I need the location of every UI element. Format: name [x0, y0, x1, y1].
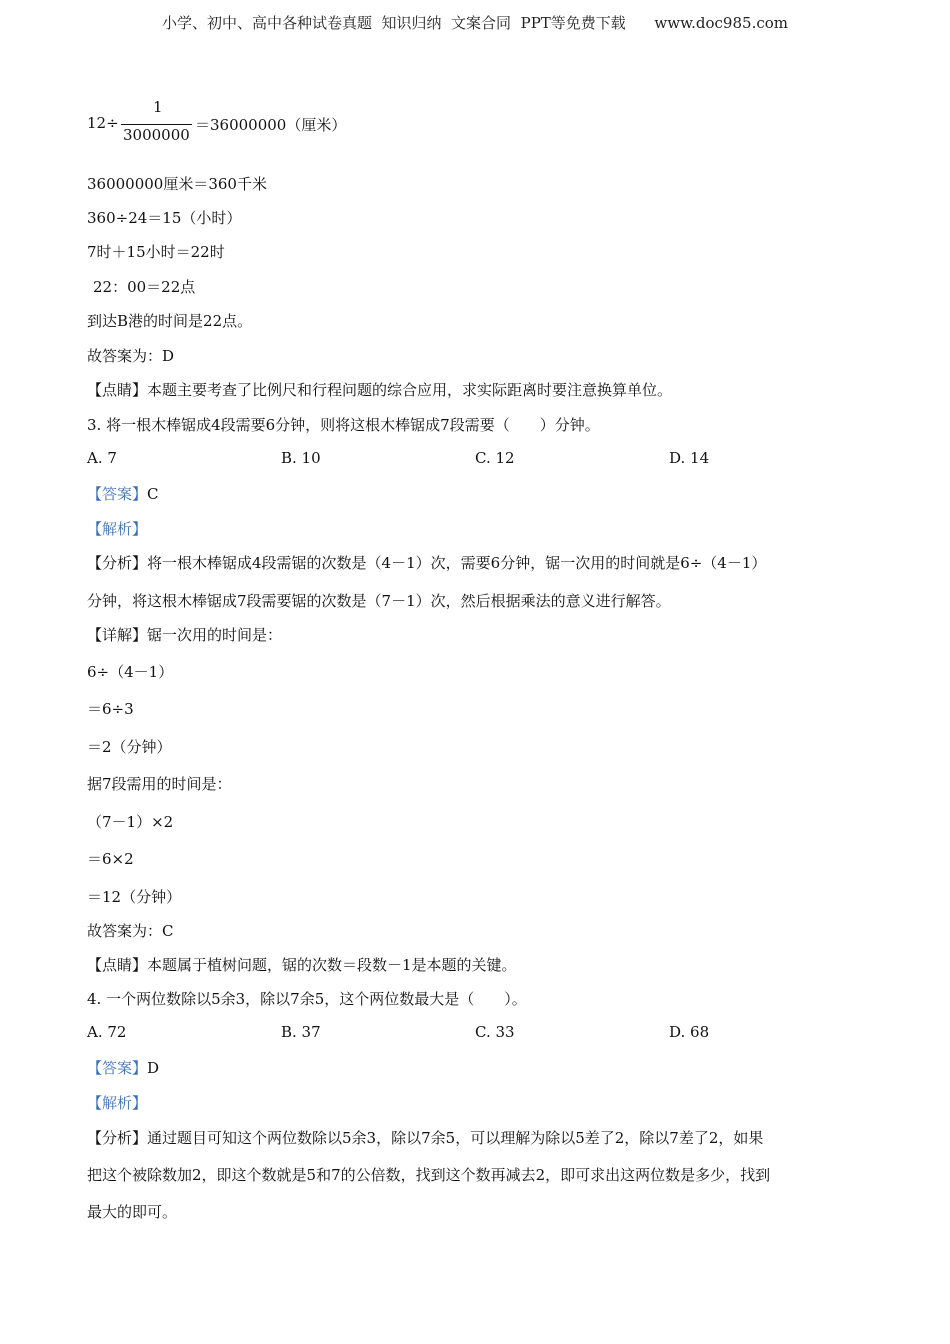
q4-option-b: B. 37	[281, 1023, 321, 1041]
q4-option-d: D. 68	[669, 1023, 710, 1041]
detail-label: 【详解】	[87, 626, 148, 644]
tip-label: 【点睛】	[87, 381, 148, 399]
fraction-numerator: 1	[153, 98, 163, 116]
q4-answer	[87, 1057, 159, 1079]
fraction-bar	[121, 124, 192, 125]
q4-option-c: C. 33	[475, 1023, 515, 1041]
answer-label: 【答案】	[87, 1059, 148, 1077]
fraction-left: 12÷	[87, 114, 119, 132]
analysis-text: 将一根木棒锯成4段需锯的次数是（4－1）次，需要6分钟，锯一次用的时间就是6÷（4－1）	[147, 554, 767, 572]
q3-step-2: ＝6÷3	[87, 700, 134, 718]
q3-analysis-line-2: 分钟，将这根木棒锯成7段需要锯的次数是（7－1）次，然后根据乘法的意义进行解答。	[87, 592, 671, 610]
q4-analysis-line-1	[87, 1127, 763, 1149]
fraction-equation	[87, 98, 487, 148]
answer-label: 【答案】	[87, 485, 148, 503]
analysis-head: 【分析】	[87, 554, 148, 572]
tip-text: 本题属于植树问题，锯的次数＝段数－1是本题的关键。	[147, 956, 517, 974]
q4-analysis-line-2: 把这个被除数加2，即这个数就是5和7的公倍数，找到这个数再减去2，即可求出这两位数是多少，找到	[87, 1166, 771, 1184]
calc-line-2: 360÷24＝15（小时）	[87, 209, 242, 227]
q3-detail	[87, 624, 282, 646]
tip-text: 本题主要考查了比例尺和行程问题的综合应用，求实际距离时要注意换算单位。	[147, 381, 673, 399]
fraction-denominator: 3000000	[123, 126, 190, 144]
calc-answer: 故答案为：D	[87, 347, 175, 365]
q3-step-4: 据7段需用的时间是：	[87, 775, 232, 793]
q3-option-d: D. 14	[669, 449, 710, 467]
q3-option-b: B. 10	[281, 449, 321, 467]
q3-step-6: ＝6×2	[87, 850, 134, 868]
q4-analysis-line-3: 最大的即可。	[87, 1203, 178, 1221]
q3-option-c: C. 12	[475, 449, 515, 467]
calc-line-3: 7时＋15小时＝22时	[87, 243, 225, 261]
answer-value: C	[147, 485, 159, 503]
q4-analysis-label: 【解析】	[87, 1094, 148, 1112]
tip-label: 【点睛】	[87, 956, 148, 974]
q3-step-3: ＝2（分钟）	[87, 738, 172, 756]
q3-analysis-line-1	[87, 552, 766, 574]
q3-step-5: （7－1）×2	[87, 813, 174, 831]
calc-tip	[87, 379, 672, 401]
analysis-head: 【分析】	[87, 1129, 148, 1147]
q3-question: 3. 将一根木棒锯成4段需要6分钟，则将这根木棒锯成7段需要（ ）分钟。	[87, 416, 600, 434]
calc-line-4: 22：00＝22点	[93, 278, 196, 296]
q3-tip	[87, 954, 517, 976]
q3-step-7: ＝12（分钟）	[87, 888, 182, 906]
q3-step-1: 6÷（4－1）	[87, 663, 174, 681]
q4-question: 4. 一个两位数除以5余3，除以7余5，这个两位数最大是（ ）。	[87, 990, 527, 1008]
q3-final-answer: 故答案为：C	[87, 922, 174, 940]
calc-line-1: 36000000厘米＝360千米	[87, 175, 267, 193]
q4-option-a: A. 72	[87, 1023, 127, 1041]
answer-value: D	[147, 1059, 160, 1077]
analysis-text: 通过题目可知这个两位数除以5余3，除以7余5，可以理解为除以5差了2，除以7差了2，如果	[147, 1129, 764, 1147]
detail-text: 锯一次用的时间是：	[147, 626, 283, 644]
q3-analysis-label: 【解析】	[87, 520, 148, 538]
q3-answer	[87, 483, 159, 505]
q3-option-a: A. 7	[87, 449, 117, 467]
calc-line-5: 到达B港的时间是22点。	[87, 312, 253, 330]
fraction-right: ＝36000000（厘米）	[195, 116, 347, 134]
page-header: 小学、初中、高中各种试卷真题 知识归纳 文案合同 PPT等免费下载 www.doc985.com	[161, 14, 788, 32]
